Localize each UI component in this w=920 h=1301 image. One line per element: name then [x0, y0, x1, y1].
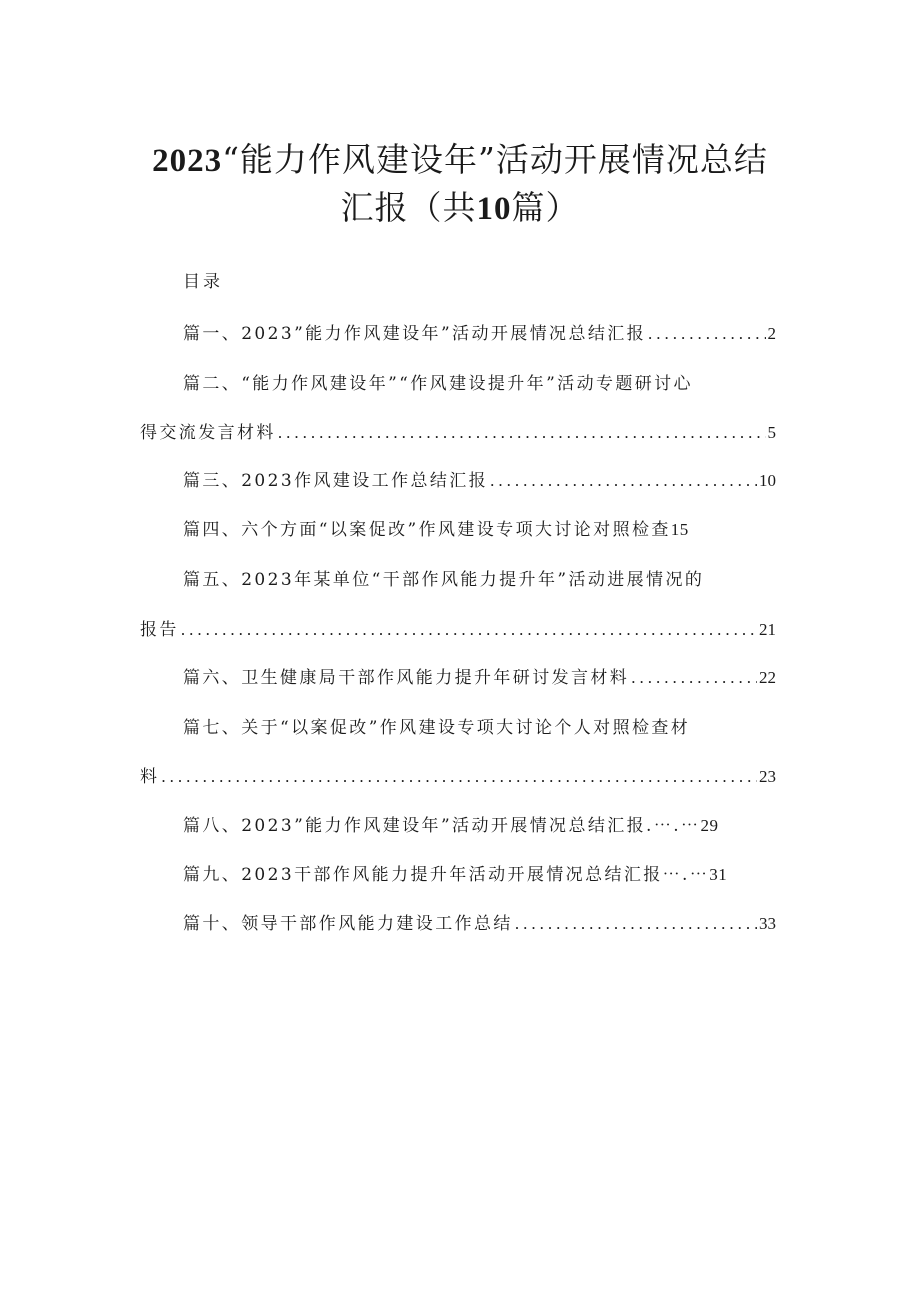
toc-entry-4[interactable]: [183, 518, 689, 542]
toc-page-number: 10: [759, 471, 776, 490]
toc-entry-10[interactable]: [183, 912, 776, 936]
title-text: “能力作风建设年”活动开展情况总结: [222, 140, 768, 179]
title-count: 10: [476, 191, 512, 227]
toc-entry-title: 篇五、2023年某单位“干部作风能力提升年”活动进展情况的: [183, 570, 705, 590]
toc-page-number: 22: [759, 668, 776, 687]
toc-entry-6[interactable]: [183, 666, 776, 690]
toc-entry-5-line2[interactable]: [140, 618, 776, 642]
toc-entry-title: 篇八、2023”能力作风建设年”活动开展情况总结汇报.⋯.⋯: [183, 816, 701, 836]
toc-leader-dots: [161, 765, 757, 789]
toc-leader-dots: [490, 469, 757, 493]
toc-entry-title-cont: 得交流发言材料: [140, 423, 276, 443]
document-title-line1: [100, 138, 820, 183]
toc-entry-title: 篇二、“能力作风建设年”“作风建设提升年”活动专题研讨心: [183, 374, 693, 394]
toc-entry-title-cont: 料: [140, 767, 160, 787]
toc-leader-dots: [648, 322, 765, 346]
toc-entry-3[interactable]: [183, 469, 776, 493]
toc-page-number: 2: [767, 324, 776, 343]
toc-page-number: 33: [759, 914, 776, 933]
toc-entry-title: 篇四、六个方面“以案促改”作风建设专项大讨论对照检查: [183, 520, 671, 540]
toc-entry-title: 篇七、关于“以案促改”作风建设专项大讨论个人对照检查材: [183, 718, 691, 738]
toc-leader-dots: [515, 912, 757, 936]
toc-page-number: 23: [759, 767, 776, 786]
document-title-line2: [100, 186, 820, 231]
toc-entry-7-line2[interactable]: [140, 765, 776, 789]
toc-leader-dots: [278, 421, 766, 445]
toc-entry-1[interactable]: [183, 322, 776, 346]
toc-entry-title: 篇十、领导干部作风能力建设工作总结: [183, 914, 513, 934]
toc-entry-title-cont: 报告: [140, 620, 179, 640]
title-year: 2023: [152, 143, 223, 179]
toc-heading: 目录: [183, 272, 223, 292]
toc-leader-dots: [631, 666, 757, 690]
toc-page-number: 31: [709, 865, 728, 884]
title-text-b: 篇）: [511, 188, 580, 227]
toc-page-number: 5: [767, 423, 776, 442]
toc-page-number: 15: [670, 520, 689, 539]
toc-leader-dots: [181, 618, 757, 642]
title-text-a: 汇报（共: [340, 188, 477, 227]
toc-entry-title: 篇一、2023”能力作风建设年”活动开展情况总结汇报: [183, 324, 647, 344]
toc-entry-title: 篇九、2023干部作风能力提升年活动开展情况总结汇报⋯.⋯: [183, 865, 710, 885]
toc-entry-9[interactable]: [183, 863, 727, 887]
toc-entry-2-line2[interactable]: [140, 421, 776, 445]
toc-entry-title: 篇六、卫生健康局干部作风能力提升年研讨发言材料: [183, 668, 630, 688]
toc-entry-8[interactable]: [183, 814, 718, 838]
toc-page-number: 29: [700, 816, 719, 835]
toc-entry-7-line1[interactable]: [183, 716, 690, 740]
toc-page-number: 21: [759, 620, 776, 639]
toc-entry-5-line1[interactable]: [183, 568, 704, 592]
toc-entry-2-line1[interactable]: [183, 372, 693, 396]
toc-entry-title: 篇三、2023作风建设工作总结汇报: [183, 471, 489, 491]
